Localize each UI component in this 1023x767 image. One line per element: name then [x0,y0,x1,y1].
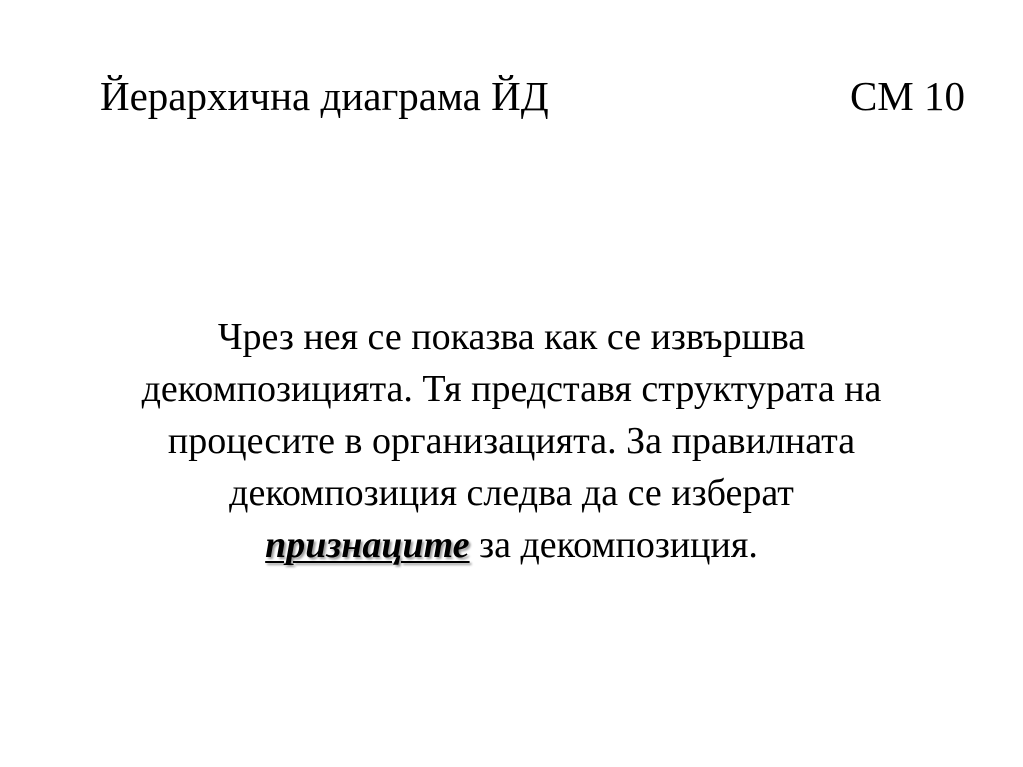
slide-body-text [40,311,983,571]
body-line-1: Чрез нея се показва как се извършва [217,316,806,358]
body-line-5-rest: за декомпозиция. [469,524,758,566]
body-line-4: декомпозиция следва да се изберат [229,472,794,514]
slide-title: Йерархична диаграма ЙД [100,73,549,119]
body-line-5 [40,519,983,571]
slide-number: СМ 10 [849,73,965,119]
emphasized-term: признаците [265,524,470,566]
body-line-3: процесите в организацията. За правилната [167,420,856,462]
body-line-2: декомпозицията. Тя представя структурата на [141,368,882,410]
